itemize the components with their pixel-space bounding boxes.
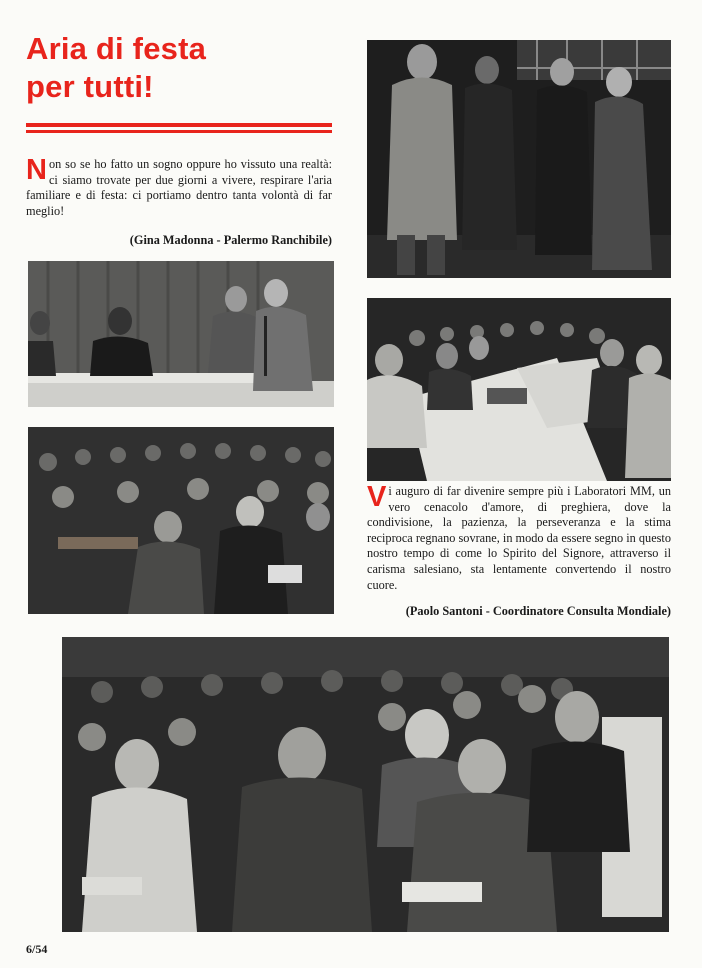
quote-2-text: i auguro di far divenire sempre più i Laboratori MM, un vero cenacolo d'amore, di preghiera, dove la condivisione, la pazienza, la perseveranza e la stima reciproca regnano sovrane, in modo da essere segno in questo nostro tempo di come lo Spirito del Signore, attraverso il carisma salesiano, sta lentamente convertendo il nostro cuore. xyxy=(367,484,671,592)
quote-2-signature: (Paolo Santoni - Coordinatore Consulta Mondiale) xyxy=(405,604,671,618)
page-number: 6/54 xyxy=(26,942,48,956)
photo-panel-table xyxy=(28,261,334,407)
quote-1-text: on so se ho fatto un sogno oppure ho vissuto una realtà: ci siamo trovate per due giorni a vivere, respirare l'aria familiare e di festa: ci portiamo dentro tanta volontà di far meglio! xyxy=(26,157,332,218)
quote-1-paragraph xyxy=(26,154,332,219)
photo-dining-tables xyxy=(367,298,671,481)
article-title xyxy=(26,30,346,106)
title-rule-bottom xyxy=(26,130,332,133)
photo-large-audience xyxy=(62,637,669,932)
quote-2-dropcap: V xyxy=(367,481,387,513)
title-line-1: Aria di festa xyxy=(26,31,207,66)
quote-1-signature: (Gina Madonna - Palermo Ranchibile) xyxy=(129,233,332,247)
photo-seated-audience xyxy=(28,427,334,614)
quote-1-dropcap: N xyxy=(26,154,47,186)
title-rule-top xyxy=(26,123,332,127)
quote-2-paragraph xyxy=(367,481,671,593)
photo-standing-group xyxy=(367,40,671,278)
title-line-2: per tutti! xyxy=(26,69,154,104)
